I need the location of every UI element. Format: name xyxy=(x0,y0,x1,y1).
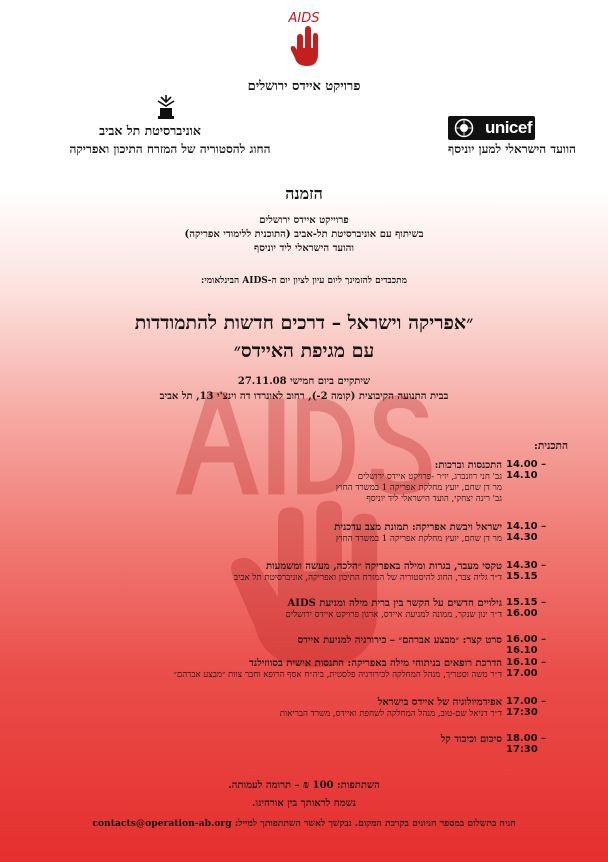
schedule-time: 16.00 – 16.10 xyxy=(506,634,547,656)
unicef-globe-icon xyxy=(454,118,474,138)
parking-text: חניה בתשלום במספר חניונים בקרבת המקום. נבקשך לאשר השתתפותך למייל: xyxy=(234,818,516,829)
tau-emblem-icon xyxy=(155,94,177,120)
schedule-time: 14.00 – 14.10 xyxy=(506,459,547,481)
welcome-note: נשמח לראותך בין אורחינו. xyxy=(252,798,356,809)
schedule-title: גילויים חדשים על הקשר בין ברית מילה ומניעת AIDS xyxy=(287,598,502,609)
tau-department: החוג להסטוריה של המזרח התיכון ואפריקה xyxy=(69,142,271,156)
tau-name: אוניברסיטת תל אביב xyxy=(99,123,201,138)
logo-text: AIDS xyxy=(288,11,320,26)
schedule-title: סיכום וכיבוד קל xyxy=(440,734,502,745)
event-date: שיתקיים ביום חמישי 27.11.08 xyxy=(237,376,371,387)
participation-fee: השתתפות: 100 ₪ – תרומה לעמותה. xyxy=(228,780,380,791)
schedule-sub: גב' רינה יצחקי, הועד הישראלי ליד יוניסף xyxy=(366,494,502,504)
invitation-line-2: בשיתוף עם אוניברסיטת תל-אביב (התוכנית ללימודי אפריקה) xyxy=(184,229,424,240)
schedule-sub: ד״ר ינון שנקר, ממונה למניעת איידס, ארגון פרויקט איידס ירושלים xyxy=(285,610,502,620)
project-name: פרויקט איידס ירושלים xyxy=(247,79,361,94)
schedule-sub: ד״ר דניאל שם-טוב, מנהל המחלקה לשחפת ואיידס, משרד הבריאות xyxy=(279,709,502,719)
unicef-logo-text: unicef xyxy=(484,118,532,137)
event-location: בבית התנועה הקיבוצית (קומה 2-), רחוב לאונרדו דה וינצ'י 13, תל אביב xyxy=(159,391,449,402)
parking-rsvp xyxy=(0,818,608,829)
rsvp-email-link[interactable]: contacts@operation-ab.org xyxy=(92,818,232,829)
invitation-title: הזמנה xyxy=(285,184,323,203)
schedule-time: 17.00 – 17:30 xyxy=(506,696,547,718)
schedule-time: 15.15 – 16.00 xyxy=(506,597,547,619)
schedule-sub: ד״ר משה וסטריך, מנהל המחלקה לכירורגיה פלסטית, ביה״ח אסף הרופא וחבר צוות ״מבצע אברהם״ xyxy=(173,670,502,680)
schedule-time: 18.00 – 17:30 xyxy=(506,733,547,755)
invitation-line-3: והועד הישראלי ליד יוניסף xyxy=(254,243,354,254)
schedule-time: 14.10 – 14.30 xyxy=(506,521,547,543)
schedule-sub: ד״ר גליה צבר, החוג להיסטוריה של המזרח התיכון ואפריקה, אוניברסיטת תל אביב xyxy=(233,573,502,583)
schedule-title: אפידמיולוגיה של איידס בישראל xyxy=(377,697,502,708)
schedule-sub: גב' חני רוזנברג, יו״ר -פרויקט איידס ירושלים xyxy=(357,472,502,482)
event-title-line-1: ״אפריקה וישראל – דרכים חדשות להתמודדות xyxy=(134,312,474,334)
schedule-title: טקסי מעבר, בגרות ומילה באפריקה ״הלכה, מעשה ומשמעות xyxy=(266,561,502,572)
schedule-title: סרט קצר: ״מבצע אברהם״ – כירורגיה למניעת איידס xyxy=(297,635,502,646)
schedule-time: 16.10 – 17.00 xyxy=(506,657,547,679)
invitation-line-1: פרוייקט איידס ירושלים xyxy=(259,215,349,226)
aids-watermark-icon xyxy=(150,360,470,680)
schedule-title: ישראל ויבשת אפריקה: תמונת מצב עדכנית xyxy=(334,522,502,533)
unicef-committee: הוועד הישראלי למען יוניסף xyxy=(448,142,576,156)
schedule-title: הדרכת רופאים בניתוחי מילה באפריקה: התנסות אישית בסווזילנד xyxy=(249,658,502,669)
schedule-sub: מר דן שחם, יועץ מחלקת אפריקה 1 במשרד החוץ xyxy=(335,483,502,493)
aids-hand-logo-icon xyxy=(283,8,325,70)
event-title-line-2: עם מגיפת האיידס״ xyxy=(233,340,375,362)
schedule-sub: מר דן שחם, יועץ מחלקת אפריקה 1 במשרד החוץ xyxy=(335,534,502,544)
unicef-logo xyxy=(448,116,535,140)
schedule-time: 14.30 – 15.15 xyxy=(506,560,547,582)
invitation-honored: מתכבדים להזמינך ליום עיון לציון יום ה-AIDS הבינלאומי: xyxy=(201,276,407,286)
schedule-title: התכנסות וברכות: xyxy=(434,460,502,471)
program-label: התכנית: xyxy=(533,440,568,452)
